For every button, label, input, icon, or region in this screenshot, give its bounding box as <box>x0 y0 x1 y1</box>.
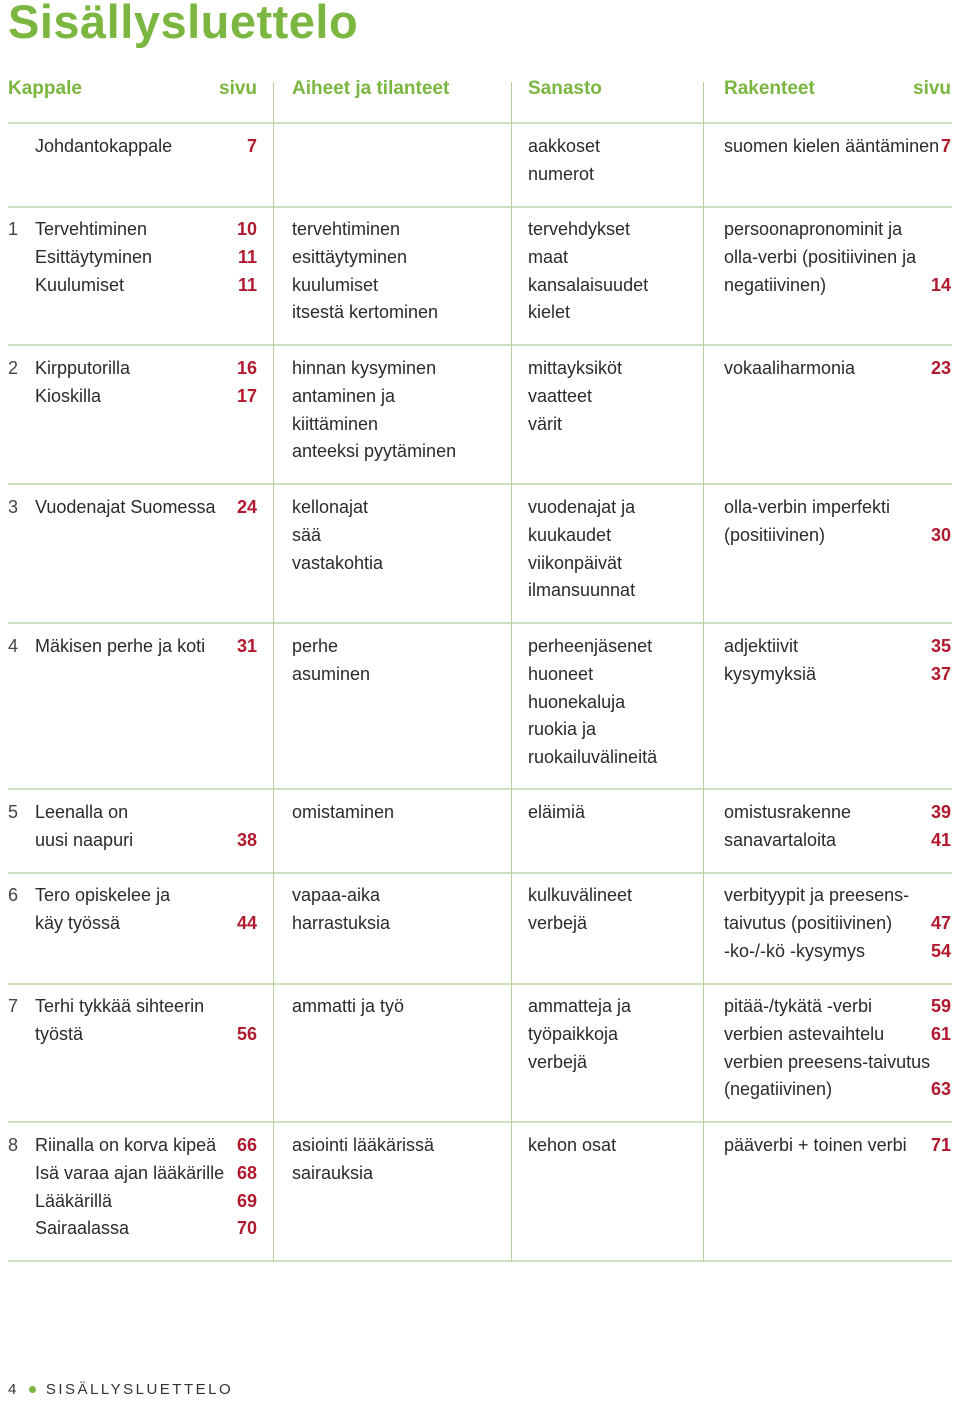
chapter-number-cell <box>8 1132 28 1160</box>
chapter-number: 5 <box>8 802 19 822</box>
structure-page-cell <box>910 494 951 550</box>
chapter-title-cell <box>35 494 225 522</box>
chapter-number-cell <box>8 216 28 244</box>
row-divider <box>8 872 952 874</box>
chapter-title: Terhi tykkää sihteerin <box>35 996 205 1016</box>
vocabulary-item: tervehdykset <box>528 219 631 239</box>
row-divider <box>8 622 952 624</box>
chapter-title: Kirpputorilla <box>35 358 131 378</box>
structure-item: -ko-/-kö -kysymys <box>724 940 865 961</box>
footer-section: SISÄLLYSLUETTELO <box>45 1381 234 1398</box>
chapter-title: Sairaalassa <box>35 1218 130 1239</box>
chapter-title: Esittäytyminen <box>35 246 153 267</box>
header-chapter: Kappale <box>8 78 82 99</box>
vocabulary-item-cell <box>528 355 698 438</box>
vocabulary-item: eläimiä <box>528 802 586 822</box>
structure-item-cell <box>724 355 924 383</box>
vocabulary-item-cell <box>528 882 698 938</box>
topic-item: antaminen ja <box>292 385 396 406</box>
structure-page: 7 <box>940 136 951 156</box>
structure-page <box>910 216 951 244</box>
chapter-title: Tero opiskelee ja <box>35 885 171 905</box>
vocabulary-item: kielet <box>528 302 571 323</box>
structure-item-cell <box>724 1132 924 1160</box>
structure-page-cell <box>910 216 951 299</box>
chapter-title: käy työssä <box>35 912 121 933</box>
structure-page-cell <box>910 799 951 855</box>
structure-item-cell <box>724 216 924 299</box>
structure-page-cell <box>910 1132 951 1160</box>
chapter-page: 17 <box>236 385 257 406</box>
bullet-icon <box>29 1386 36 1393</box>
page-footer <box>8 1381 233 1398</box>
chapter-number: 6 <box>8 885 19 905</box>
structure-page <box>910 1049 951 1077</box>
vocabulary-item: ruokia ja <box>528 719 597 740</box>
vocabulary-item: ammatteja ja <box>528 996 632 1016</box>
topic-item: esittäytyminen <box>292 246 408 267</box>
chapter-title: Johdantokappale <box>35 136 173 156</box>
topic-item: harrastuksia <box>292 912 391 933</box>
topic-item: hinnan kysyminen <box>292 358 437 378</box>
structure-item: (positiivinen) <box>724 524 826 545</box>
structure-item: suomen kielen ääntäminen <box>724 136 940 156</box>
chapter-title: Isä varaa ajan lääkärille <box>35 1162 225 1183</box>
structure-page-cell <box>910 133 951 161</box>
structure-page: 37 <box>930 663 951 684</box>
vocabulary-item: ruokailuvälineitä <box>528 747 658 768</box>
vocabulary-item-cell <box>528 494 698 605</box>
topic-item: kiittäminen <box>292 413 379 434</box>
chapter-page-cell <box>225 882 257 938</box>
vocabulary-item-cell <box>528 1132 698 1160</box>
chapter-page <box>225 882 257 910</box>
vocabulary-item-cell <box>528 993 698 1076</box>
chapter-title: Tervehtiminen <box>35 219 148 239</box>
chapter-page: 10 <box>236 219 257 239</box>
topic-item: ammatti ja työ <box>292 996 405 1016</box>
chapter-number: 2 <box>8 358 19 378</box>
topic-item-cell <box>292 1132 507 1188</box>
chapter-number-cell <box>8 133 28 161</box>
structure-page-cell <box>910 993 951 1104</box>
chapter-number-cell <box>8 355 28 383</box>
vocabulary-item-cell <box>528 633 698 772</box>
topic-item-cell <box>292 633 507 689</box>
chapter-page: 68 <box>236 1162 257 1183</box>
vocabulary-item: kuukaudet <box>528 524 612 545</box>
vocabulary-item-cell <box>528 216 698 327</box>
structure-item: taivutus (positiivinen) <box>724 912 893 933</box>
row-divider <box>8 788 952 790</box>
vocabulary-item-cell <box>528 133 698 189</box>
topic-item: perhe <box>292 636 339 656</box>
chapter-title-cell <box>35 355 225 411</box>
vocabulary-item: vuodenajat ja <box>528 497 636 517</box>
topic-item: asiointi lääkärissä <box>292 1135 435 1155</box>
topic-item: sää <box>292 524 322 545</box>
chapter-page: 7 <box>246 136 257 156</box>
structure-page-cell <box>910 882 951 965</box>
chapter-title: työstä <box>35 1023 84 1044</box>
structure-item: olla-verbin imperfekti <box>724 497 891 517</box>
structure-page <box>910 244 951 272</box>
structure-page: 63 <box>930 1079 951 1100</box>
topic-item: kuulumiset <box>292 274 379 295</box>
structure-page: 71 <box>930 1135 951 1155</box>
structure-item-cell <box>724 494 924 550</box>
topic-item-cell <box>292 993 507 1021</box>
structure-page: 59 <box>930 996 951 1016</box>
topic-item-cell <box>292 494 507 577</box>
chapter-title: Kioskilla <box>35 385 102 406</box>
row-divider <box>8 122 952 124</box>
structure-item: olla-verbi (positiivinen ja <box>724 246 917 267</box>
chapter-page: 11 <box>237 274 257 295</box>
structure-page-cell <box>910 633 951 689</box>
chapter-page-cell <box>225 216 257 299</box>
structure-page: 35 <box>930 636 951 656</box>
structure-page: 61 <box>930 1023 951 1044</box>
topic-item: sairauksia <box>292 1162 374 1183</box>
vocabulary-item: kulkuvälineet <box>528 885 633 905</box>
structure-item-cell <box>724 993 931 1104</box>
chapter-page-cell <box>225 133 257 161</box>
chapter-title: Lääkärillä <box>35 1190 113 1211</box>
topic-item-cell <box>292 882 507 938</box>
column-divider <box>703 82 704 1262</box>
topic-item: itsestä kertominen <box>292 302 439 323</box>
chapter-page: 70 <box>236 1218 257 1239</box>
chapter-page: 16 <box>236 358 257 378</box>
chapter-page: 56 <box>236 1023 257 1044</box>
page-title: Sisällysluettelo <box>8 0 359 48</box>
structure-page-cell <box>910 355 951 383</box>
structure-item: pitää-/tykätä -verbi <box>724 996 873 1016</box>
vocabulary-item: ilmansuunnat <box>528 580 636 601</box>
column-divider <box>273 82 274 1262</box>
topic-item-cell <box>292 799 507 827</box>
structure-page: 47 <box>930 912 951 933</box>
structure-item: verbien astevaihtelu <box>724 1023 885 1044</box>
row-divider <box>8 483 952 485</box>
footer-page-number: 4 <box>8 1381 19 1398</box>
chapter-page-cell <box>225 633 257 661</box>
chapter-page: 24 <box>236 497 257 517</box>
vocabulary-item: maat <box>528 246 569 267</box>
chapter-page: 44 <box>236 912 257 933</box>
chapter-title-cell <box>35 633 225 661</box>
column-divider <box>511 82 512 1262</box>
topic-item: vastakohtia <box>292 552 384 573</box>
chapter-page: 69 <box>236 1190 257 1211</box>
chapter-page: 11 <box>237 246 257 267</box>
structure-page: 14 <box>930 274 951 295</box>
chapter-title: uusi naapuri <box>35 829 134 850</box>
row-divider <box>8 344 952 346</box>
header-page: sivu <box>219 78 258 99</box>
chapter-number <box>8 133 28 161</box>
chapter-page-cell <box>225 1132 257 1243</box>
structure-item: omistusrakenne <box>724 802 852 822</box>
topic-item: anteeksi pyytäminen <box>292 441 457 462</box>
structure-page: 39 <box>930 802 951 822</box>
vocabulary-item: mittayksiköt <box>528 358 623 378</box>
chapter-number: 8 <box>8 1135 19 1155</box>
chapter-page-cell <box>225 799 257 855</box>
chapter-number: 3 <box>8 497 19 517</box>
chapter-number-cell <box>8 494 28 522</box>
row-divider <box>8 1121 952 1123</box>
structure-page <box>910 494 951 522</box>
chapter-title-cell <box>35 216 225 299</box>
header-vocabulary: Sanasto <box>528 78 602 99</box>
structure-page: 54 <box>930 940 951 961</box>
header-structures-page: sivu <box>913 78 952 99</box>
chapter-title: Kuulumiset <box>35 274 125 295</box>
chapter-page: 31 <box>236 636 257 656</box>
vocabulary-item: viikonpäivät <box>528 552 623 573</box>
structure-item: vokaaliharmonia <box>724 358 856 378</box>
chapter-page: 66 <box>236 1135 257 1155</box>
vocabulary-item: perheenjäsenet <box>528 636 653 656</box>
vocabulary-item: työpaikkoja <box>528 1023 619 1044</box>
structure-item: verbityypit ja preesens- <box>724 885 910 905</box>
chapter-title: Riinalla on korva kipeä <box>35 1135 217 1155</box>
vocabulary-item: vaatteet <box>528 385 593 406</box>
chapter-page <box>225 993 257 1021</box>
topic-item-cell <box>292 216 507 327</box>
structure-item: sanavartaloita <box>724 829 837 850</box>
row-divider <box>8 983 952 985</box>
vocabulary-item: kansalaisuudet <box>528 274 649 295</box>
vocabulary-item: aakkoset <box>528 136 601 156</box>
row-divider <box>8 206 952 208</box>
chapter-title: Mäkisen perhe ja koti <box>35 636 206 656</box>
header-structures: Rakenteet <box>724 78 815 99</box>
topic-item-cell <box>292 355 507 466</box>
chapter-page-cell <box>225 494 257 522</box>
vocabulary-item: värit <box>528 413 563 434</box>
topic-item: asuminen <box>292 663 371 684</box>
chapter-title-cell <box>35 882 225 938</box>
structure-page: 30 <box>930 524 951 545</box>
structure-page <box>910 882 951 910</box>
structure-item: verbien preesens-taivutus <box>724 1051 931 1072</box>
vocabulary-item-cell <box>528 799 698 827</box>
chapter-title-cell <box>35 133 225 161</box>
structure-item-cell <box>724 882 924 965</box>
structure-page: 41 <box>930 829 951 850</box>
structure-item: persoonapronominit ja <box>724 219 903 239</box>
vocabulary-item: huonekaluja <box>528 691 626 712</box>
structure-item: kysymyksiä <box>724 663 817 684</box>
chapter-number-cell <box>8 633 28 661</box>
chapter-title: Vuodenajat Suomessa <box>35 497 216 517</box>
chapter-title-cell <box>35 993 225 1049</box>
chapter-number: 1 <box>8 219 19 239</box>
chapter-number-cell <box>8 799 28 827</box>
topic-item: vapaa-aika <box>292 885 381 905</box>
chapter-number-cell <box>8 993 28 1021</box>
chapter-number-cell <box>8 882 28 910</box>
topic-item: omistaminen <box>292 802 395 822</box>
chapter-title-cell <box>35 1132 225 1243</box>
structure-item: negatiivinen) <box>724 274 827 295</box>
vocabulary-item: kehon osat <box>528 1135 617 1155</box>
chapter-number: 7 <box>8 996 19 1016</box>
structure-item: adjektiivit <box>724 636 799 656</box>
topic-item: tervehtiminen <box>292 219 401 239</box>
chapter-title: Leenalla on <box>35 802 129 822</box>
chapter-page <box>225 799 257 827</box>
chapter-number: 4 <box>8 636 19 656</box>
chapter-page-cell <box>225 993 257 1049</box>
topic-item: kellonajat <box>292 497 369 517</box>
vocabulary-item: numerot <box>528 163 595 184</box>
structure-item-cell <box>724 133 940 161</box>
row-divider <box>8 1260 952 1262</box>
structure-item-cell <box>724 799 924 855</box>
chapter-page-cell <box>225 355 257 411</box>
chapter-title-cell <box>35 799 225 855</box>
structure-page: 23 <box>930 358 951 378</box>
structure-item-cell <box>724 633 924 689</box>
header-topics: Aiheet ja tilanteet <box>292 78 450 99</box>
structure-item: pääverbi + toinen verbi <box>724 1135 907 1155</box>
chapter-page: 38 <box>236 829 257 850</box>
vocabulary-item: verbejä <box>528 912 588 933</box>
vocabulary-item: huoneet <box>528 663 594 684</box>
structure-item: (negatiivinen) <box>724 1079 833 1100</box>
vocabulary-item: verbejä <box>528 1051 588 1072</box>
